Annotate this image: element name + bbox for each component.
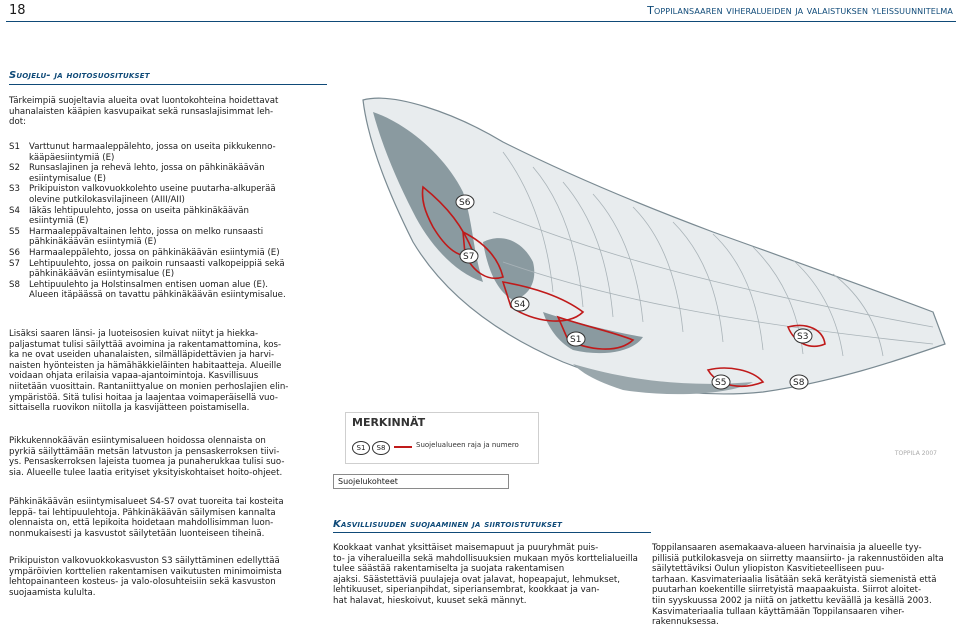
site-code: S7 [9, 258, 20, 269]
site-description: Iäkäs lehtipuulehto, jossa on useita pähkinäkäävän esiintymiä (E) [29, 205, 249, 227]
site-description: Prikipuiston valkovuokkolehto useine puutarha-alkuperää olevine putkilokasvilajineen (AIII/AII) [29, 184, 276, 205]
site-code: S2 [9, 163, 20, 174]
site-code: S3 [9, 184, 20, 195]
list-item [9, 227, 329, 248]
running-header: Toppilansaaren viheralueiden ja valaistuksen yleissuunnitelma [647, 4, 953, 17]
list-item [9, 206, 329, 227]
section-rule [9, 84, 327, 85]
map-label-s8: S8 [793, 378, 805, 388]
legend-chip: S1 [352, 441, 370, 455]
section-heading-vegetation: Kasvillisuuden suojaaminen ja siirtoistutukset [333, 519, 563, 530]
map-label-s7: S7 [463, 252, 475, 262]
legend-boundary-line [394, 446, 412, 448]
site-code: S1 [9, 142, 20, 152]
legend-chip: S8 [372, 441, 390, 455]
list-item [9, 280, 329, 301]
legend-description: Suojelualueen raja ja numero [416, 441, 519, 449]
map-label-s1: S1 [570, 335, 582, 345]
header-rule [6, 21, 956, 22]
list-item [9, 259, 329, 280]
figure-caption: Suojelukohteet [333, 474, 509, 489]
meadows-paragraph: Lisäksi saaren länsi- ja luoteisosien kuivat niityt ja hiekka- paljastumat tulisi säilyttää avoimina ja rakentamattomina, kos- ka ne ovat useiden uhanalaisten, silmälläpidettävien ja harvi- naisten hyönteisten ja hämähäkkieläinten habitaatteja. Alueille voidaan ohjata erilaisia vapaa-ajantoimintoja. Kasvillisuus niitetään vuosittain. Rantaniittyalue on monien perhoslajien elin- ympäristöä. Sitä tulisi hoitaa ja laajentaa voimaperäisellä vuo- sittaisella ruovikon niitolla ja kasvijätteen poistamisella. [9, 329, 289, 414]
vegetation-paragraph-2: Toppilansaaren asemakaava-alueen harvinaisia ja alueelle tyy- pillisiä putkilokasveja on siirretty maansiirto- ja rakennustöiden alta säilytettäviksi Oulun yliopiston Kasvitieteelliseen puu- tarhaan. Kasvimateriaalia lisätään sekä kerätyistä siemenistä että puutarhan koekentille siirretyistä maapaakuista. Siirrot aloitet- tiin syyskuussa 2002 ja niitä on jatkettu keväällä ja kesällä 2003. Kasvimateriaalia tullaan käyttämään Toppilansaaren viher- rakennuksessa. [652, 543, 944, 628]
map-legend [345, 412, 539, 464]
map-label-s6: S6 [459, 198, 471, 208]
site-description: Harmaaleppävaltainen lehto, jossa on melko runsaasti pähkinäkäävän esiintymiä (E) [29, 226, 264, 248]
list-item [9, 248, 329, 259]
site-description: Lehtipuulehto ja Holstinsalmen entisen uoman alue (E). Alueen itäpäässä on tavattu pähkinäkäävän esiintymisalue. [29, 279, 286, 301]
list-item [9, 142, 329, 163]
list-item [9, 184, 329, 205]
section-rule [333, 532, 651, 533]
site-code: S4 [9, 205, 20, 216]
map-label-s4: S4 [514, 300, 526, 310]
protection-sites-map [333, 82, 957, 474]
pikkukennokaapa-paragraph: Pikkukennokäävän esiintymisalueen hoidossa olennaista on pyrkiä säilyttämään metsän latvuston ja pensaskerroksen tiivi- ys. Pensaskerroksen lajeista tuomea ja punaherukkaa tulisi suo- sia. Alueelle tulee laatia erityiset yksityiskohtaiset hoito-ohjeet. [9, 436, 285, 478]
legend-title: MERKINNÄT [352, 416, 426, 429]
site-description: Harmaaleppälehto, jossa on pähkinäkäävän esiintymiä (E) [29, 247, 280, 258]
site-description: Lehtipuulehto, jossa on paikoin runsaasti valkopeippiä sekä pähkinäkäävän esiintymisalue (E) [29, 258, 285, 280]
map-credit: TOPPILA 2007 [894, 450, 937, 457]
protection-sites-list [9, 142, 329, 301]
site-code: S5 [9, 226, 20, 237]
vegetation-paragraph-1: Kookkaat vanhat yksittäiset maisemapuut ja puuryhmät puis- to- ja viheralueilla sekä mahdollisuuksien mukaan myös korttelialueilla tulee säästää rakentamiselta ja suojata rakentamisen ajaksi. Säästettäviä puulajeja ovat jalavat, hopeapajut, lehmukset, lehtikuuset, siperianpihdat, siperiansembrat, kookkaat ja van- hat halavat, hieskoivut, kuuset sekä männyt. [333, 543, 638, 606]
page-number: 18 [9, 3, 26, 18]
prikipuisto-paragraph: Prikipuiston valkovuokkokasvuston S3 säilyttäminen edellyttää ympäröivien korttelien rakentamisen vaikutusten minimoimista lehtopainanteen kosteus- ja valo-olosuhteisiin sekä kasvuston suojaamista kululta. [9, 556, 282, 598]
pahkinakaapa-paragraph: Pähkinäkäävän esiintymisalueet S4-S7 ovat tuoreita tai kosteita leppä- tai lehtipuulehtoja. Pähkinäkäävän säilymisen kannalta olennaista on, että lepikoita hoidetaan mahdollisimman luon- nonmukaisesti ja kasvustot säilytetään luonteiseen tiheinä. [9, 497, 284, 539]
site-code: S6 [9, 247, 20, 258]
map-label-s5: S5 [715, 378, 727, 388]
site-description: Varttunut harmaaleppälehto, jossa on useita pikkukenno- kääpäesiintymiä (E) [29, 142, 276, 163]
list-item [9, 163, 329, 184]
map-label-s3: S3 [797, 332, 809, 342]
site-description: Runsaslajinen ja rehevä lehto, jossa on pähkinäkäävän esiintymisalue (E) [29, 163, 265, 184]
section-heading-protection: Suojelu- ja hoitosuositukset [9, 70, 150, 81]
intro-paragraph: Tärkeimpiä suojeltavia alueita ovat luontokohteina hoidettavat uhanalaisten kääpien kasvupaikat sekä runsaslajisimmat leh- dot: [9, 96, 279, 128]
site-code: S8 [9, 279, 20, 290]
